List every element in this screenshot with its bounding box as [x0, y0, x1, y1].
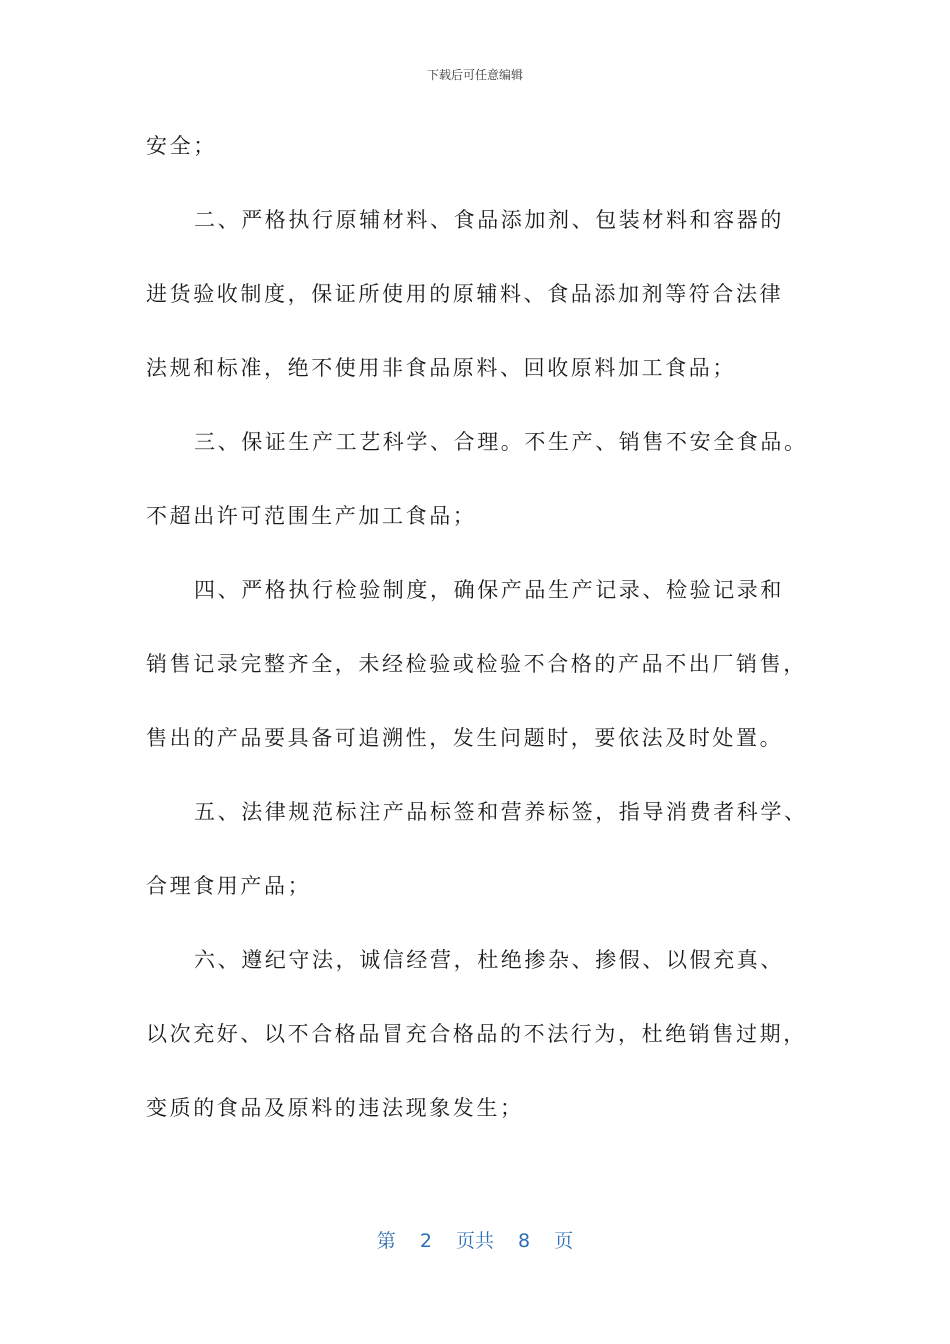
text-line: 五、法律规范标注产品标签和营养标签，指导消费者科学、	[194, 800, 808, 824]
footer-middle: 页共	[455, 1230, 494, 1252]
text-line: 四、严格执行检验制度，确保产品生产记录、检验记录和	[194, 578, 784, 602]
document-body	[146, 128, 826, 1127]
text-line: 变质的食品及原料的违法现象发生；	[146, 1096, 524, 1120]
text-line: 法规和标准，绝不使用非食品原料、回收原料加工食品；	[146, 356, 736, 380]
text-line: 售出的产品要具备可追溯性，发生问题时，要依法及时处置。	[146, 726, 784, 750]
current-page-number: 2	[419, 1230, 432, 1252]
text-line: 三、保证生产工艺科学、合理。不生产、销售不安全食品。	[194, 430, 808, 454]
footer-suffix: 页	[554, 1230, 574, 1252]
text-line: 二、严格执行原辅材料、食品添加剂、包装材料和容器的	[194, 208, 784, 232]
header-note: 下载后可任意编辑	[426, 68, 523, 82]
footer-prefix: 第	[376, 1230, 396, 1252]
text-line: 不超出许可范围生产加工食品；	[146, 504, 477, 528]
text-line: 以次充好、以不合格品冒充合格品的不法行为，杜绝销售过期，	[146, 1022, 807, 1046]
text-line: 进货验收制度，保证所使用的原辅料、食品添加剂等符合法律	[146, 282, 784, 306]
text-line: 安全；	[146, 134, 217, 158]
total-page-count: 8	[518, 1230, 531, 1252]
text-line: 销售记录完整齐全，未经检验或检验不合格的产品不出厂销售，	[146, 652, 807, 676]
page-footer	[0, 1226, 950, 1253]
text-line: 合理食用产品；	[146, 874, 312, 898]
text-line: 六、遵纪守法，诚信经营，杜绝掺杂、掺假、以假充真、	[194, 948, 784, 972]
